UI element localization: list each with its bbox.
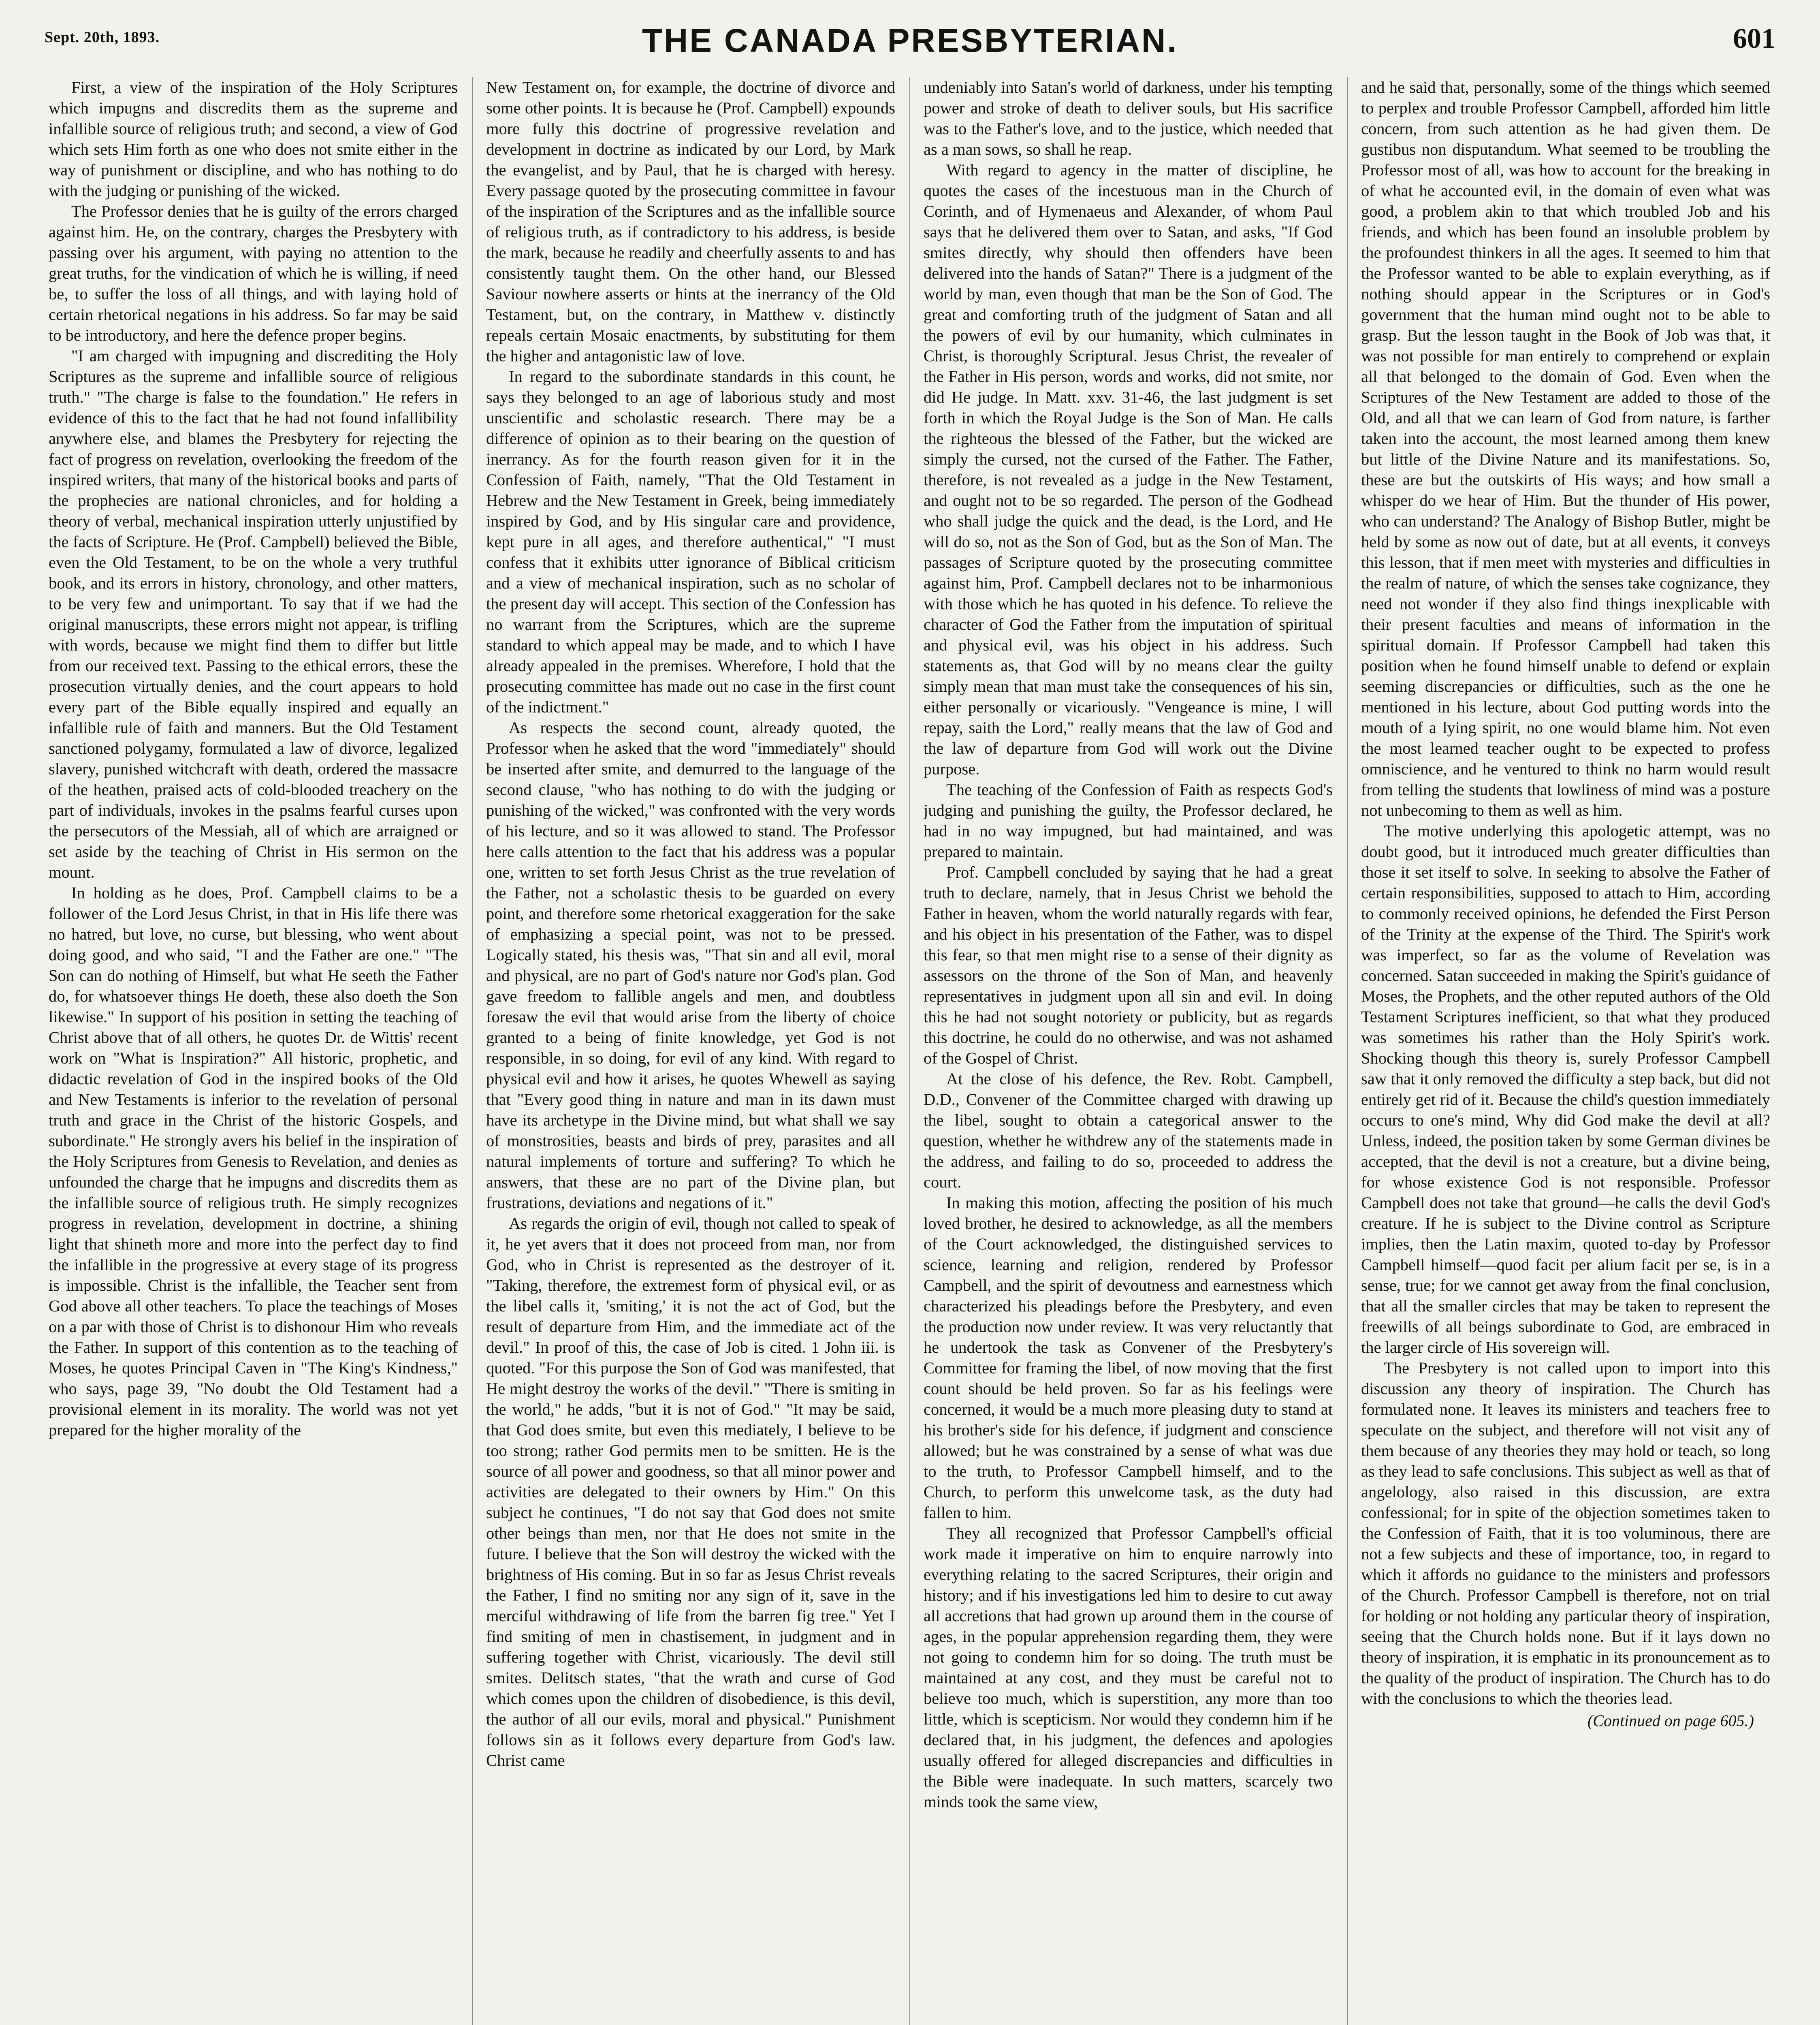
paragraph: In making this motion, affecting the position of his much loved brother, he desired to acknowledge, as all the members of the Court acknowledged, the distinguished services to science, learning and religion, rendered by Professor Campbell, and the spirit of devoutness and earnestness which characterized his pleadings before the Presbytery, and even the production now under review. It was very reluctantly that he undertook the task as Convener of the Presbytery's Committee for framing the libel, of now moving that the first count should be held proven. So far as his feelings were concerned, it would be a much more pleasing duty to stand at his brother's side for his defence, if judgment and conscience allowed; but he was constrained by a sense of what was due to the truth, to Professor Campbell himself, and to the Church, to perform this unwelcome task, as the duty had fallen to him. [924,1194,1333,1522]
paragraph: The motive underlying this apologetic attempt, was no doubt good, but it introduced much greater difficulties than those it set itself to solve. In seeking to absolve the Father of certain responsibilities, supposed to attach to Him, according to commonly received opinions, he defended the First Person of the Trinity at the expense of the Third. The Spirit's work was imperfect, so far as the volume of Revelation was concerned. Satan succeeded in making the Spirit's guidance of Moses, the Prophets, and the other reputed authors of the Old Testament Scriptures inefficient, so that what they produced was sometimes his rather than the Holy Spirit's work. Shocking though this theory is, surely Professor Campbell saw that it only removed the difficulty a step back, but did not entirely get rid of it. Because the child's question immediately occurs to one's mind, Why did God make the devil at all? Unless, indeed, the position taken by some German divines be accepted, that the devil is not a creature, but a divine being, for whose existence God is not responsible. Professor Campbell does not take that ground—he calls the devil God's creature. If he is subject to the Divine control as Scripture implies, then the Latin maxim, quoted to-day by Professor Campbell himself—quod facit per alium facit per se, is in a sense, true; for we cannot get away from the final conclusion, that all the smaller circles that may be taken to represent the freewills of all beings subordinate to God, are embraced in the larger circle of His sovereign will. [1361,822,1770,1356]
paragraph: "I am charged with impugning and discrediting the Holy Scriptures as the supreme and infallible source of religious truth." "The charge is false to the foundation." He refers in evidence of this to the fact that he had not found infallibility anywhere else, and blames the Presbytery for rejecting the fact of progress on revelation, overlooking the freedom of the inspired writers, that many of the historical books and parts of the prophecies are national chronicles, and for holding a theory of verbal, mechanical inspiration utterly unjustified by the facts of Scripture. He (Prof. Campbell) believed the Bible, even the Old Testament, to be on the whole a very truthful book, and its errors in history, chronology, and other matters, to be very few and unimportant. To say that if we had the original manuscripts, these errors might not appear, is trifling with words, because we might find them to differ but little from our received text. Passing to the ethical errors, these the prosecution virtually denies, and the court appears to hold every part of the Bible equally inspired and equally an infallible rule of faith and manners. But the Old Testament sanctioned polygamy, formulated a law of divorce, legalized slavery, punished witchcraft with death, ordered the massacre of the heathen, praised acts of cold-blooded treachery on the part of individuals, invokes in the psalms fearful curses upon the persecutors of the Messiah, all of which are arraigned or set aside by the teaching of Christ in His sermon on the mount. [49,347,458,881]
paragraph: and he said that, personally, some of the things which seemed to perplex and trouble Professor Campbell, afforded him little concern, from such attention as he had given them. De gustibus non disputandum. What seemed to be troubling the Professor most of all, was how to account for the breaking in of what he accounted evil, in the domain of even what was good, a problem akin to that which troubled Job and his friends, and which has been found an insoluble problem by the profoundest thinkers in all the ages. It seemed to him that the Professor wanted to be able to explain everything, as if nothing should appear in the Scriptures or in God's government that the human mind ought not to be able to grasp. But the lesson taught in the Book of Job was that, it was not possible for man entirely to comprehend or explain all that belonged to the domain of God. Even when the Scriptures of the New Testament are added to those of the Old, and all that we can learn of God from nature, is farther taken into the account, the most learned among them knew but little of the Divine Nature and its manifestations. So, these are but the outskirts of His ways; and how small a whisper do we hear of Him. But the thunder of His power, who can understand? The Analogy of Bishop Butler, might be held by some as now out of date, but at all events, it conveys this lesson, that if men meet with mysteries and difficulties in the realm of nature, of which the senses take cognizance, they need not wonder if they also find things inexplicable with their present faculties and means of information in the spiritual domain. If Professor Campbell had taken this position when he found himself unable to defend or explain seeming discrepancies or difficulties, such as the one he mentioned in his lecture, about God putting words into the mouth of a lying spirit, no one would blame him. Not even the most learned teacher ought to be expected to profess omniscience, and he ventured to think no harm would result from telling the students that lowliness of mind was a posture not unbecoming to them as well as him. [1361,78,1770,819]
paragraph: As regards the origin of evil, though not called to speak of it, he yet avers that it does not proceed from man, nor from God, who in Christ is represented as the destroyer of it. "Taking, therefore, the extremest form of physical evil, or as the libel calls it, 'smiting,' it is not the act of God, but the result of departure from Him, and the immediate act of the devil." In proof of this, the case of Job is cited. 1 John iii. is quoted. "For this purpose the Son of God was manifested, that He might destroy the works of the devil." "There is smiting in the world," he adds, "but it is not of God." "It may be said, that God does smite, but even this mediately, I believe to be too strong; rather God permits men to be smitten. He is the source of all power and goodness, so that all minor power and activities are delegated to their owners by Him." On this subject he continues, "I do not say that God does not smite other beings than men, nor that He does not smite in the future. I believe that the Son will destroy the wicked with the brightness of His coming. But in so far as Jesus Christ reveals the Father, I find no smiting nor any sign of it, save in the merciful withdrawing of life from the barren fig tree." Yet I find smiting of men in chastisement, in judgment and in suffering together with Christ, vicariously. The devil still smites. Delitsch states, "that the wrath and curse of God which comes upon the children of disobedience, is this devil, the author of all our evils, moral and physical." Punishment follows sin as it follows every departure from God's law. Christ came [486,1214,895,1769]
paragraph: At the close of his defence, the Rev. Robt. Campbell, D.D., Convener of the Committee charged with drawing up the libel, sought to obtain a categorical answer to the question, whether he withdrew any of the statements made in the address, and failing to do so, proceeded to address the court. [924,1070,1333,1191]
continuation-note: (Continued on page 605.) [1587,1712,1754,1730]
page-number: 601 [1733,23,1775,54]
paragraph: First, a view of the inspiration of the Holy Scriptures which impugns and discredits them as the supreme and infallible source of religious truth; and second, a view of God which sets Him forth as one who does not smite either in the way of punishment or discipline, and who has nothing to do with the judging or punishing of the wicked. [49,78,458,200]
paragraph: In regard to the subordinate standards in this count, he says they belonged to an age of laborious study and most unscientific and scholastic research. There may be a difference of opinion as to their bearing on the question of inerrancy. As for the fourth reason given for it in the Confession of Faith, namely, "That the Old Testament in Hebrew and the New Testament in Greek, being immediately inspired by God, and by His singular care and providence, kept pure in all ages, and therefore authentical," "I must confess that it exhibits utter ignorance of Biblical criticism and a view of mechanical inspiration, such as no scholar of the present day will accept. This section of the Confession has no warrant from the Scriptures, which are the supreme standard to which appeal may be made, and to which I have already appealed in the premises. Wherefore, I hold that the prosecuting committee has made out no case in the first count of the indictment." [486,367,895,716]
column-2 [486,77,895,2025]
paragraph: New Testament on, for example, the doctrine of divorce and some other points. It is because he (Prof. Campbell) expounds more fully this doctrine of progressive revelation and development in doctrine as indicated by our Lord, by Mark the evangelist, and by Paul, that he is charged with heresy. Every passage quoted by the prosecuting committee in favour of the inspiration of the Scriptures and as the infallible source of religious truth, as if contradictory to his address, is beside the mark, because he readily and cheerfully assents to and has consistently taught them. On the other hand, our Blessed Saviour nowhere asserts or hints at the inerrancy of the Old Testament, but, on the contrary, in Matthew v. distinctly repeals certain Mosaic enactments, by substituting for them the higher and antagonistic law of love. [486,78,895,365]
column-1 [49,77,458,2025]
article-columns [49,77,1770,2025]
paragraph: The teaching of the Confession of Faith as respects God's judging and punishing the guilty, the Professor declared, he had in no way impugned, but had maintained, and was prepared to maintain. [924,780,1333,861]
column-4 [1361,77,1770,2025]
paragraph: undeniably into Satan's world of darkness, under his tempting power and stroke of death to deliver souls, but His sacrifice was to the Father's love, and to the justice, which needed that as a man sows, so shall he reap. [924,78,1333,158]
paragraph: In holding as he does, Prof. Campbell claims to be a follower of the Lord Jesus Christ, in that in His life there was no hatred, but love, no curse, but blessing, who went about doing good, and who said, "I and the Father are one." "The Son can do nothing of Himself, but what He seeth the Father do, for whatsoever things He doeth, these also doeth the Son likewise." In support of his position in setting the teaching of Christ above that of all others, he quotes Dr. de Wittis' recent work on "What is Inspiration?" All historic, prophetic, and didactic revelation of God in the inspired books of the Old and New Testaments is inferior to the revelation of personal truth and grace in the Christ of the historic Gospels, and subordinate." He strongly avers his belief in the inspiration of the Holy Scriptures from Genesis to Revelation, and denies as unfounded the charge that he impugns and discredits them as the infallible source of religious truth. He simply recognizes progress in revelation, development in doctrine, a shining light that shineth more and more into the perfect day to find the infallible in the progressive at every stage of its progress is impossible. Christ is the infallible, the Teacher sent from God above all other teachers. To place the teachings of Moses on a par with those of Christ is to dishonour Him who reveals the Father. In support of this contention as to the teaching of Moses, he quotes Principal Caven in "The King's Kindness," who says, page 39, "No doubt the Old Testament had a provisional element in its morality. The world was not yet prepared for the higher morality of the [49,884,458,1439]
issue-date: Sept. 20th, 1893. [45,29,160,46]
paragraph: Prof. Campbell concluded by saying that he had a great truth to declare, namely, that in Jesus Christ we behold the Father in heaven, whom the world naturally regards with fear, and his object in his presentation of the Father, was to dispel this fear, so that men might rise to a sense of their dignity as assessors on the throne of the Son of Man, and heavenly representatives in judgment upon all sin and evil. In doing this he had not sought notoriety or publicity, but as regards this doctrine, he could do no otherwise, and was not ashamed of the Gospel of Christ. [924,863,1333,1067]
paragraph: With regard to agency in the matter of discipline, he quotes the cases of the incestuous man in the Church of Corinth, and of Hymenaeus and Alexander, of whom Paul says that he delivered them over to Satan, and asks, "If God smites directly, why should then offenders have been delivered into the hands of Satan?" There is a judgment of the world by man, even though that man be the Son of God. The great and comforting truth of the judgment of Satan and all the powers of evil by our humanity, which culminates in Christ, is thoroughly Scriptural. Jesus Christ, the revealer of the Father in His person, words and works, did not smite, nor did He judge. In Matt. xxv. 31-46, the last judgment is set forth in which the Royal Judge is the Son of Man. He calls the righteous the blessed of the Father, but the wicked are simply the cursed, not the cursed of the Father. The Father, therefore, is not revealed as a judge in the New Testament, and ought not to be so regarded. The person of the Godhead who shall judge the quick and the dead, is the Lord, and He will do so, not as the Son of God, but as the Son of Man. The passages of Scripture quoted by the prosecuting committee against him, Prof. Campbell declares not to be inharmonious with those which he has quoted in his defence. To relieve the character of God the Father from the imputation of spiritual and physical evil, was his object in his address. Such statements as, that God will by no means clear the guilty simply mean that man must take the consequences of his sin, either personally or vicariously. "Vengeance is mine, I will repay, saith the Lord," really means that the law of God and the law of departure from God will work out the Divine purpose. [924,161,1333,778]
paragraph: The Professor denies that he is guilty of the errors charged against him. He, on the contrary, charges the Presbytery with passing over his argument, with paying no attention to the great truths, for the vindication of which he is willing, if need be, to suffer the loss of all things, and with laying hold of certain rhetorical negations in his address. So far may be said to be introductory, and here the defence proper begins. [49,202,458,344]
paragraph: They all recognized that Professor Campbell's official work made it imperative on him to enquire narrowly into everything relating to the sacred Scriptures, their origin and history; and if his investigations led him to desire to cut away all accretions that had grown up around them in the course of ages, in the popular apprehension regarding them, they were not going to condemn him for so doing. The truth must be maintained at any cost, and they must be careful not to believe too much, which is superstition, any more than too little, which is scepticism. Nor would they condemn him if he declared that, in his judgment, the defences and apologies usually offered for alleged discrepancies and difficulties in the Bible were inadequate. In such matters, scarcely two minds took the same view, [924,1524,1333,1811]
paragraph: The Presbytery is not called upon to import into this discussion any theory of inspiration. The Church has formulated none. It leaves its ministers and teachers free to speculate on the subject, and therefore will not visit any of them because of any theories they may hold or teach, so long as they lead to safe conclusions. This subject as well as that of angelology, also raised in this discussion, are extra confessional; for in spite of the objection sometimes taken to the Confession of Faith, that it is too voluminous, there are not a few subjects and these of importance, too, in regard to which it affords no guidance to the ministers and professors of the Church. Professor Campbell is therefore, not on trial for holding or not holding any particular theory of inspiration, seeing that the Church holds none. But if it lays down no theory of inspiration, it is emphatic in its pronouncement as to the quality of the product of inspiration. The Church has to do with the conclusions to which the theories lead. [1361,1359,1770,1707]
publication-title: THE CANADA PRESBYTERIAN. [642,22,1178,59]
paragraph: As respects the second count, already quoted, the Professor when he asked that the word "immediately" should be inserted after smite, and demurred to the language of the second clause, "who has nothing to do with the judging or punishing of the wicked," was confronted with the very words of his lecture, and so it was allowed to stand. The Professor here calls attention to the fact that his address was a popular one, written to set forth Jesus Christ as the true revelation of the Father, not a scholastic thesis to be guarded on every point, and therefore some rhetorical exaggeration for the sake of emphasizing a special point, was not to be pressed. Logically stated, his thesis was, "That sin and all evil, moral and physical, are no part of God's nature nor God's plan. God gave freedom to fallible angels and men, and doubtless foresaw the evil that would arise from the liberty of choice granted to a being of finite knowledge, yet God is not responsible, in so doing, for evil of any kind. With regard to physical evil and how it arises, he quotes Whewell as saying that "Every good thing in nature and man in its dawn must have its archetype in the Divine mind, but what shall we say of monstrosities, beasts and birds of prey, parasites and all natural implements of torture and suffering? To which he answers, that these are no part of the Divine plan, but frustrations, deviations and negations of it." [486,718,895,1212]
column-3 [924,77,1333,2025]
masthead [45,14,1775,66]
